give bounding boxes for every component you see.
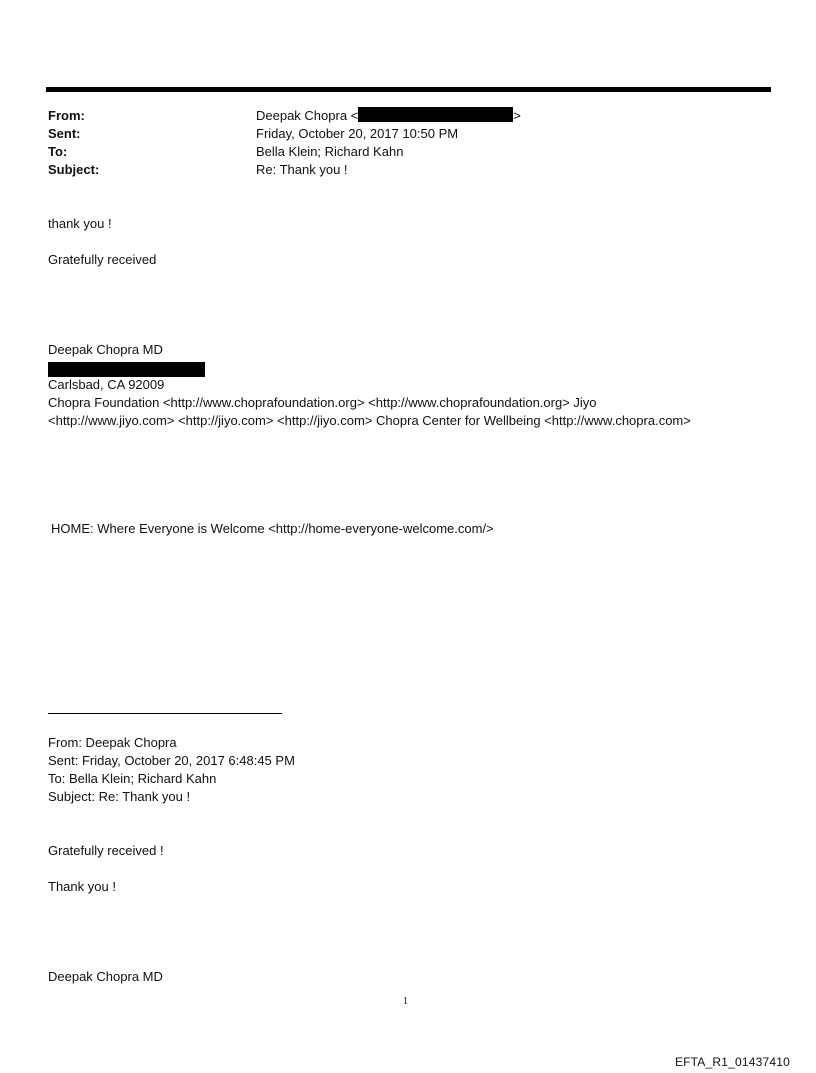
quoted-body-line-1: Gratefully received !	[48, 843, 164, 858]
quoted-subject: Subject: Re: Thank you !	[48, 789, 191, 804]
from-sender-name: Deepak Chopra <	[256, 108, 359, 123]
page-number: 1	[403, 996, 408, 1007]
to-value: Bella Klein; Richard Kahn	[256, 144, 404, 159]
home-line: HOME: Where Everyone is Welcome <http://home-everyone-welcome.com/>	[51, 521, 494, 536]
subject-value: Re: Thank you !	[256, 162, 348, 177]
signature-name: Deepak Chopra MD	[48, 342, 163, 357]
quote-divider	[48, 713, 282, 714]
body-line-2: Gratefully received	[48, 252, 157, 267]
subject-label: Subject:	[48, 162, 100, 177]
from-value-close: >	[513, 108, 521, 123]
from-value	[256, 107, 521, 125]
from-label: From:	[48, 108, 85, 123]
signature-links-line-2: <http://www.jiyo.com> <http://jiyo.com> <http://jiyo.com> Chopra Center for Wellbeing <http://www.chopra.com>	[48, 413, 691, 428]
quoted-signature-name: Deepak Chopra MD	[48, 969, 163, 984]
to-label: To:	[48, 144, 68, 159]
sent-value: Friday, October 20, 2017 10:50 PM	[256, 126, 459, 141]
header-divider	[46, 87, 771, 92]
redacted-address	[48, 362, 205, 377]
redacted-email	[358, 107, 513, 122]
sent-label: Sent:	[48, 126, 81, 141]
signature-city: Carlsbad, CA 92009	[48, 377, 165, 392]
quoted-from: From: Deepak Chopra	[48, 735, 177, 750]
quoted-to: To: Bella Klein; Richard Kahn	[48, 771, 217, 786]
quoted-body-line-2: Thank you !	[48, 879, 116, 894]
document-id: EFTA_R1_01437410	[674, 1055, 790, 1069]
quoted-sent: Sent: Friday, October 20, 2017 6:48:45 PM	[48, 753, 295, 768]
signature-links-line-1: Chopra Foundation <http://www.choprafoundation.org> <http://www.choprafoundation.org> Jiyo	[48, 395, 597, 410]
body-line-1: thank you !	[48, 216, 112, 231]
